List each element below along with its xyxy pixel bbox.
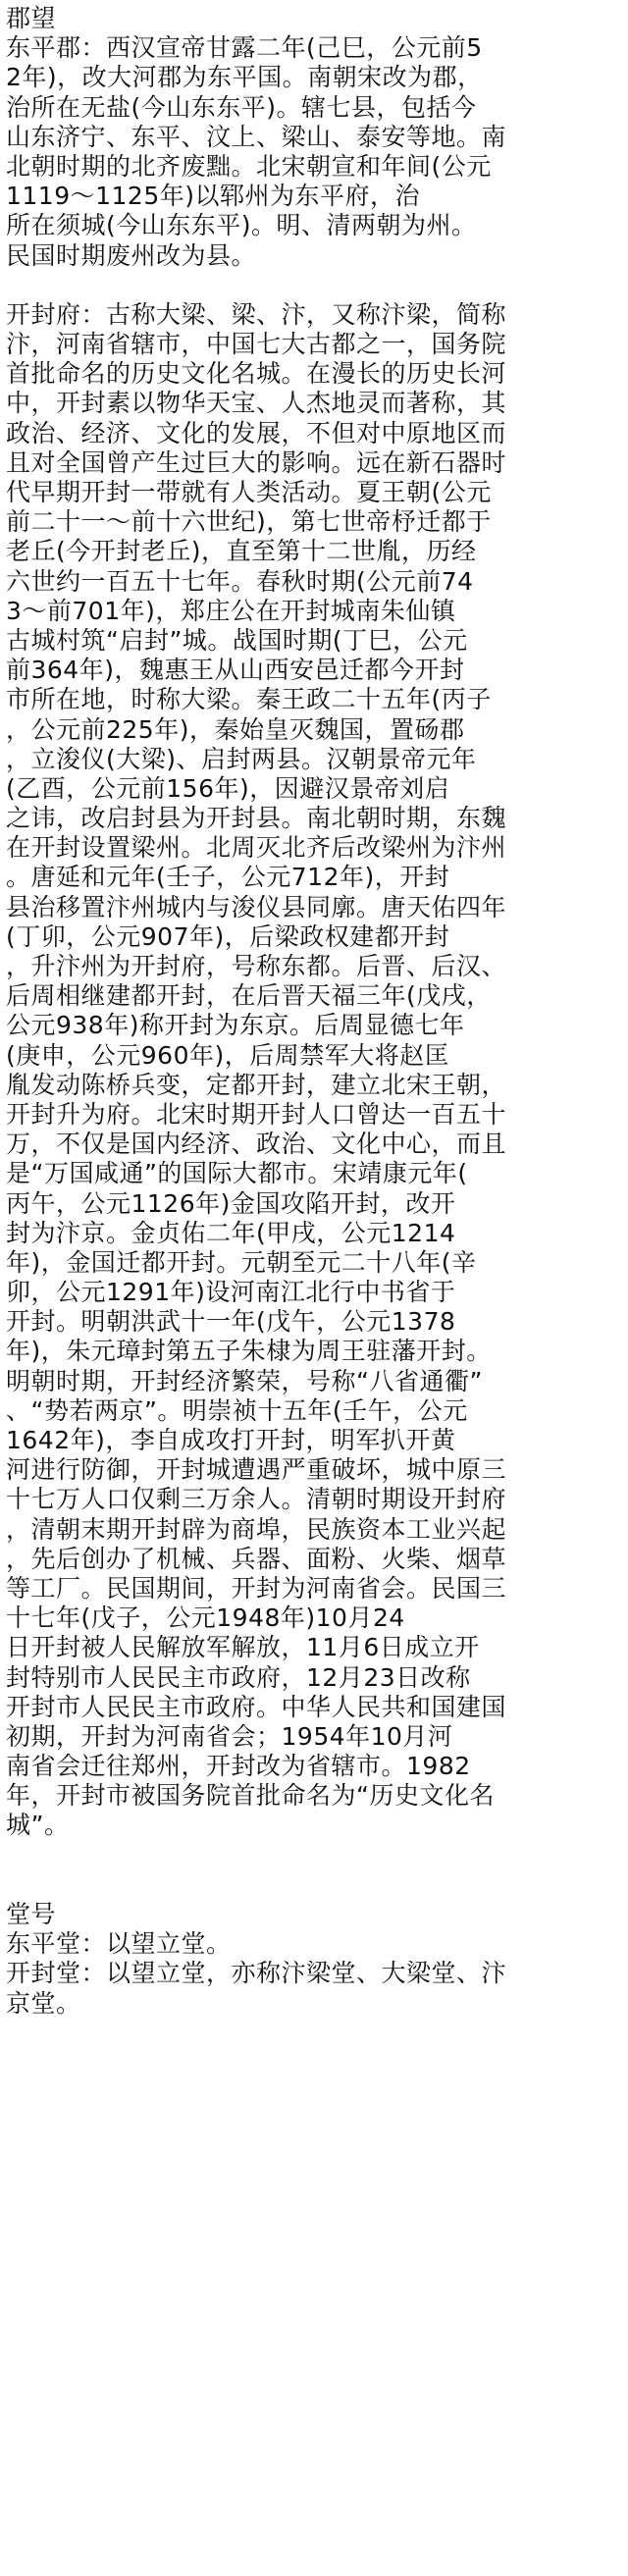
paragraph-line: 十七万人口仅剩三万余人。清朝时期设开封府 (6, 1485, 507, 1514)
section-spacer (6, 1870, 622, 1900)
paragraph-line: 治所在无盐(今山东东平)。辖七县，包括今 (6, 92, 477, 122)
section-heading-commandery: 郡望 (6, 4, 57, 32)
paragraph-line: 。唐延和元年(壬子，公元712年)，开封 (6, 863, 450, 892)
paragraph-line: 后周相继建都开封，在后晋天福三年(戊戌， (6, 981, 492, 1011)
paragraph-line: 是“万国咸通”的国际大都市。宋靖康元年( (6, 1159, 468, 1188)
paragraph-line: 中，开封素以物华天宝、人杰地灵而著称，其 (6, 389, 507, 418)
commandery-dongping-paragraph (6, 33, 622, 271)
paragraph-line: 丙午，公元1126年)金国攻陷开封，改开 (6, 1188, 456, 1218)
paragraph-line: 民国时期废州改为县。 (6, 240, 257, 270)
paragraph-line: 开封堂：以望立堂，亦称汴梁堂、大梁堂、汴 (6, 1959, 507, 1988)
commandery-kaifeng-paragraph (6, 300, 622, 1841)
paragraph-line: ，立浚仪(大梁)、启封两县。汉朝景帝元年 (6, 744, 477, 773)
paragraph-line: (乙酉，公元前156年)，因避汉景帝刘启 (6, 773, 450, 803)
paragraph-line: ，清朝末期开封辟为商埠，民族资本工业兴起 (6, 1514, 507, 1544)
paragraph-line: 代早期开封一带就有人类活动。夏王朝(公元 (6, 478, 492, 506)
paragraph-line: 3～前701年)，郑庄公在开封城南朱仙镇 (6, 596, 456, 625)
paragraph-line: 胤发动陈桥兵变，定都开封，建立北宋王朝， (6, 1070, 507, 1099)
paragraph-line: 公元938年)称开封为东京。后周显德七年 (6, 1011, 465, 1040)
paragraph-line: ，先后创办了机械、兵器、面粉、火柴、烟草 (6, 1544, 507, 1573)
paragraph-line: 开封升为府。北宋时期开封人口曾达一百五十 (6, 1099, 507, 1129)
paragraph-line: ，升汴州为开封府，号称东都。后晋、后汉、 (6, 952, 507, 980)
paragraph-line: 所在须城(今山东东平)。明、清两朝为州。 (6, 211, 477, 240)
paragraph-line: 政治、经济、文化的发展，不但对中原地区而 (6, 418, 507, 447)
paragraph-line: 1119～1125年)以郓州为东平府，治 (6, 182, 421, 211)
paragraph-line: 京堂。 (6, 1988, 81, 2018)
section-spacer (6, 1841, 622, 1870)
paragraph-line: 开封市人民民主市政府。中华人民共和国建国 (6, 1692, 507, 1721)
paragraph-line: 封特别市人民民主市政府，12月23日改称 (6, 1662, 471, 1692)
paragraph-line: 东平郡：西汉宣帝甘露二年(己巳，公元前5 (6, 33, 483, 63)
paragraph-line: 老丘(今开封老丘)，直至第十二世胤，历经 (6, 537, 477, 566)
paragraph-line: (庚申，公元960年)，后周禁军大将赵匡 (6, 1040, 450, 1070)
hall-names-paragraph (6, 1929, 622, 2019)
paragraph-line: 东平堂：以望立堂。 (6, 1929, 232, 1959)
paragraph-line: 1642年)，李自成攻打开封，明军扒开黄 (6, 1426, 456, 1454)
paragraph-line: 卯，公元1291年)设河南江北行中书省于 (6, 1278, 456, 1307)
paragraph-line: 县治移置汴州城内与浚仪县同廓。唐天佑四年 (6, 892, 507, 921)
section-heading-hall: 堂号 (6, 1900, 57, 1928)
paragraph-line: 之讳，改启封县为开封县。南北朝时期，东魏 (6, 804, 507, 833)
paragraph-line: 十七年(戊子，公元1948年)10月24 (6, 1603, 405, 1633)
paragraph-line: 市所在地，时称大梁。秦王政二十五年(丙子 (6, 685, 492, 714)
paragraph-line: 年)，朱元璋封第五子朱棣为周王驻藩开封。 (6, 1337, 492, 1366)
paragraph-line: 前364年)，魏惠王从山西安邑迁都今开封 (6, 656, 465, 685)
paragraph-line: 首批命名的历史文化名城。在漫长的历史长河 (6, 359, 507, 389)
paragraph-line: 年，开封市被国务院首批命名为“历史文化名 (6, 1781, 495, 1811)
paragraph-line: 日开封被人民解放军解放，11月6日成立开 (6, 1633, 480, 1662)
paragraph-line: 、“势若两京”。明崇祯十五年(壬午，公元 (6, 1395, 468, 1425)
section-spacer (6, 271, 622, 300)
paragraph-line: 开封府：古称大梁、梁、汴，又称汴梁，简称 (6, 299, 507, 329)
paragraph-line: 城”。 (6, 1811, 70, 1840)
paragraph-line: 明朝时期，开封经济繁荣，号称“八省通衢” (6, 1366, 483, 1395)
paragraph-line: 山东济宁、东平、汶上、梁山、泰安等地。南 (6, 122, 507, 151)
paragraph-line: 河进行防御，开封城遭遇严重破坏，城中原三 (6, 1455, 507, 1485)
paragraph-line: 万，不仅是国内经济、政治、文化中心，而且 (6, 1130, 507, 1159)
paragraph-line: 在开封设置梁州。北周灭北齐后改梁州为汴州 (6, 833, 507, 863)
paragraph-line: 开封。明朝洪武十一年(戊午，公元1378 (6, 1307, 456, 1337)
paragraph-line: ，公元前225年)，秦始皇灭魏国，置砀郡 (6, 714, 465, 744)
paragraph-line: 北朝时期的北齐废黜。北宋朝宣和年间(公元 (6, 151, 492, 181)
paragraph-line: 初期，开封为河南省会；1954年10月河 (6, 1721, 453, 1751)
paragraph-line: 2年)，改大河郡为东平国。南朝宋改为郡， (6, 63, 483, 92)
paragraph-line: 南省会迁往郑州，开封改为省辖市。1982 (6, 1752, 471, 1781)
paragraph-line: 古城村筑“启封”城。战国时期(丁巳，公元 (6, 625, 468, 655)
paragraph-line: 封为汴京。金贞佑二年(甲戌，公元1214 (6, 1218, 456, 1247)
paragraph-line: 且对全国曾产生过巨大的影响。远在新石器时 (6, 447, 507, 477)
paragraph-line: 六世约一百五十七年。春秋时期(公元前74 (6, 566, 474, 596)
paragraph-line: 年)，金国迁都开封。元朝至元二十八年(辛 (6, 1247, 477, 1277)
paragraph-line: (丁卯，公元907年)，后梁政权建都开封 (6, 921, 450, 951)
paragraph-line: 前二十一～前十六世纪)，第七世帝杼迁都于 (6, 507, 492, 537)
paragraph-line: 汴，河南省辖市，中国七大古都之一，国务院 (6, 330, 507, 359)
paragraph-line: 等工厂。民国期间，开封为河南省会。民国三 (6, 1573, 507, 1603)
